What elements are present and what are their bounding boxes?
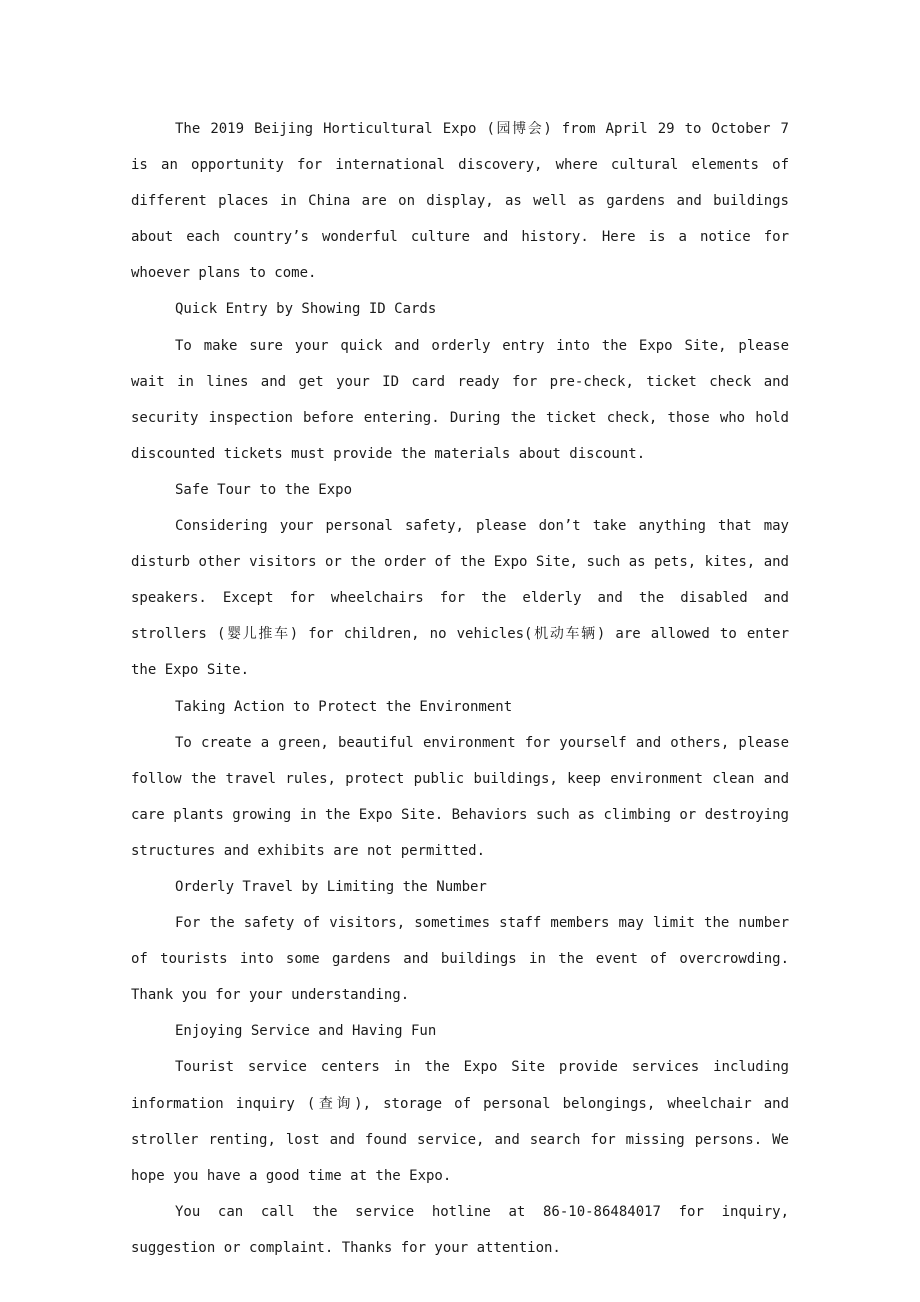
safe-tour-paragraph: Considering your personal safety, please don’t take anything that may disturb other visitors or the order of the Expo Site, such as pets, kites, and speakers. Except for wheelchairs for the elderly and the disabled and strollers (婴儿推车) for children, no vehicles(机动车辆) are allowed to enter the Expo Site. <box>131 518 789 679</box>
section-heading-orderly-travel: Orderly Travel by Limiting the Number <box>175 878 487 895</box>
section-heading-quick-entry: Quick Entry by Showing ID Cards <box>175 301 437 318</box>
section-heading-service: Enjoying Service and Having Fun <box>175 1023 437 1040</box>
intro-paragraph: The 2019 Beijing Horticultural Expo (园博会) from April 29 to October 7 is an opportunity for international discovery, where cultural elements of different places in China are on display, as well as gardens and buildings about each country’s wonderful culture and history. Here is a notice for whoever plans to come. <box>131 121 789 282</box>
section-heading-safe-tour: Safe Tour to the Expo <box>175 481 353 498</box>
hotline-paragraph: You can call the service hotline at 86-10-86484017 for inquiry, suggestion or complaint. Thanks for your attention. <box>131 1203 789 1256</box>
service-paragraph: Tourist service centers in the Expo Site provide services including information inquiry (查询), storage of personal belongings, wheelchair and stroller renting, lost and found service, and search for missing persons. We hope you have a good time at the Expo. <box>131 1059 789 1184</box>
environment-paragraph: To create a green, beautiful environment for yourself and others, please follow the travel rules, protect public buildings, keep environment clean and care plants growing in the Expo Site. Behaviors such as climbing or destroying structures and exhibits are not permitted. <box>131 734 789 859</box>
document-page <box>131 111 789 1266</box>
section-heading-environment: Taking Action to Protect the Environment <box>175 698 513 715</box>
quick-entry-paragraph: To make sure your quick and orderly entry into the Expo Site, please wait in lines and get your ID card ready for pre-check, ticket check and security inspection before entering. During the ticket check, those who hold discounted tickets must provide the materials about discount. <box>131 337 789 462</box>
orderly-travel-paragraph: For the safety of visitors, sometimes staff members may limit the number of tourists into some gardens and buildings in the event of overcrowding. Thank you for your understanding. <box>131 915 789 1004</box>
